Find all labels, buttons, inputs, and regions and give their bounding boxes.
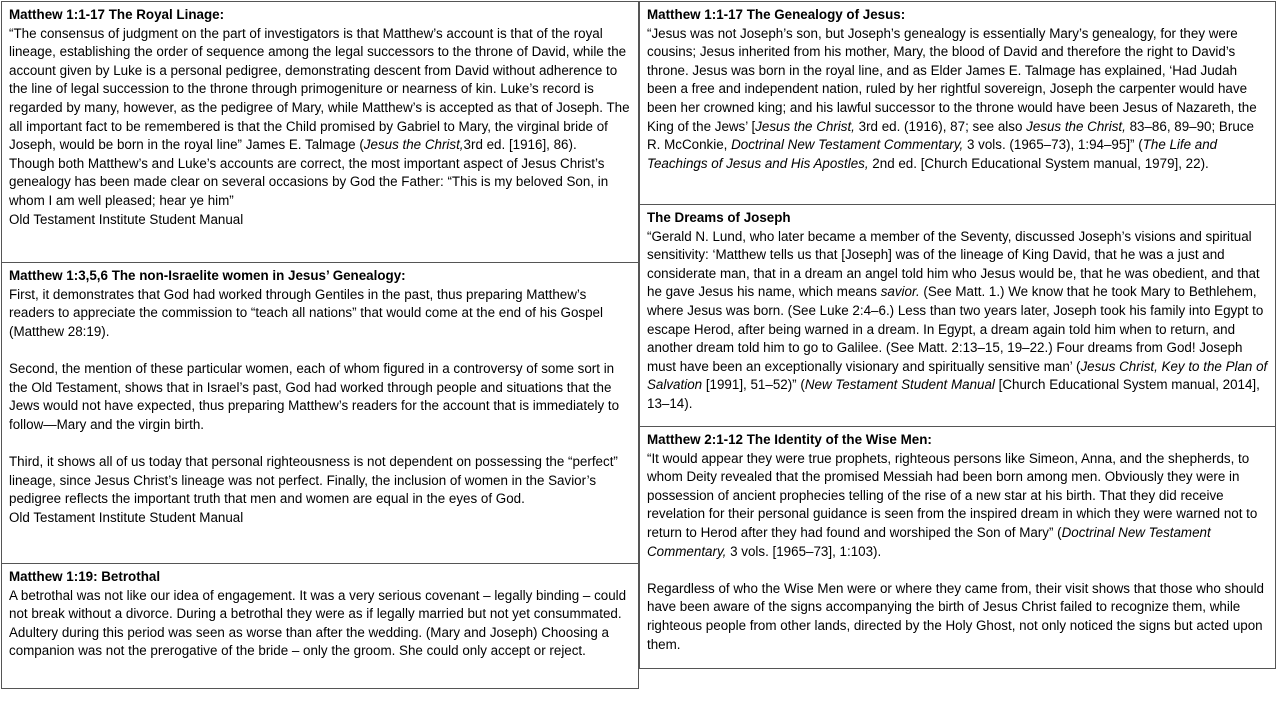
dreams-of-joseph-box — [639, 204, 1276, 427]
dreams-of-joseph-title: The Dreams of Joseph — [647, 210, 791, 225]
paragraph-spacer — [647, 561, 1269, 580]
non-israelite-women-box — [1, 262, 639, 564]
non-israelite-women-paragraph-1: First, it demonstrates that God had worked through Gentiles in the past, thus preparing Matthew’s readers to appreciate the commission to “teach all nations” that would come at the end of his Gospel (Matthew 28:19). — [9, 286, 603, 339]
wise-men-quote: “It would appear they were true prophets, righteous persons like Simeon, Anna, and the shepherds, to whom Deity revealed that the promised Messiah had been born among men. Obviously they were in possession of ancient prophecies telling of the rise of a new star at his birth. That they did receive revelation for their personal guidance is seen from the inspired dream in which they were warned not to return to Herod after they had found and worshiped the Son of Mary” (Doctrinal New Testament Commentary, 3 vols. [1965–73], 1:103). — [647, 450, 1258, 559]
non-israelite-women-source: Old Testament Institute Student Manual — [9, 509, 244, 525]
non-israelite-women-title: Matthew 1:3,5,6 The non-Israelite women in Jesus’ Genealogy: — [9, 268, 406, 283]
royal-linage-quote: “The consensus of judgment on the part of investigators is that Matthew’s account is that of the royal lineage, establishing the order of sequence among the legal successors to the throne of David, while the account given by Luke is a personal pedigree, demonstrating descent from David without adherence to the line of legal succession to the throne through primogeniture or nearness of kin. Luke’s record is regarded by many, however, as the pedigree of Mary, while Matthew’s is accepted as that of Joseph. The all important fact to be remembered is that the Child promised by Gabriel to Mary, the virginal bride of Joseph, would be born in the royal line” James E. Talmage (Jesus the Christ,3rd ed. [1916], 86). — [9, 25, 630, 153]
royal-linage-source: Old Testament Institute Student Manual — [9, 211, 244, 227]
non-israelite-women-paragraph-2: Second, the mention of these particular women, each of whom figured in a controversy of some sort in the Old Testament, shows that in Israel’s past, God had worked through people and situations that the Jews would not have expected, thus preparing Matthew’s readers for the account that is immediately to follow—Mary and the virgin birth. — [9, 360, 620, 432]
betrothal-title: Matthew 1:19: Betrothal — [9, 569, 161, 584]
royal-linage-box — [1, 1, 639, 263]
royal-linage-title: Matthew 1:1-17 The Royal Linage: — [9, 7, 225, 22]
genealogy-title: Matthew 1:1-17 The Genealogy of Jesus: — [647, 7, 906, 22]
non-israelite-women-paragraph-3: Third, it shows all of us today that personal righteousness is not dependent on possessing the “perfect” lineage, since Jesus Christ’s lineage was not perfect. Finally, the inclusion of women in the Savior’s pedigree reflects the important truth that men and women are equal in the eyes of God. — [9, 453, 618, 507]
royal-linage-citation-title: Jesus the Christ, — [363, 137, 464, 153]
royal-linage-paragraph: Though both Matthew’s and Luke’s accounts are correct, the most important aspect of Jesus Christ’s genealogy has been made clear on several occasions by God the Father: “This is my beloved Son, in whom I am well pleased; hear ye him” — [9, 155, 609, 208]
wise-men-title: Matthew 2:1-12 The Identity of the Wise Men: — [647, 432, 932, 447]
dreams-of-joseph-quote: “Gerald N. Lund, who later became a member of the Seventy, discussed Joseph’s visions and spiritual sensitivity: ‘Matthew tells us that [Joseph] was of the lineage of King David, that he was a just and considerate man, that in a dream an angel told him who Jesus would be, that he was obedient, and that he gave Jesus his name, which means savior. (See Matt. 1.) We know that he took Mary to Bethlehem, where Jesus was born. (See Luke 2:4–6.) Less than two years later, Joseph took his family into Egypt to escape Herod, after being warned in a dream. In Egypt, a dream again told him when to return, and another dream told him to go to Galilee. (See Matt. 2:13–15, 19–22.) Four dreams from God! Joseph must have been an exceptionally visionary and spiritually sensitive man’ (Jesus Christ, Key to the Plan of Salvation [1991], 51–52)” (New Testament Student Manual [Church Educational System manual, 2014], 13–14). — [647, 228, 1268, 411]
genealogy-quote: “Jesus was not Joseph’s son, but Joseph’s genealogy is essentially Mary’s genealogy, for they were cousins; Jesus inherited from his mother, Mary, the blood of David and therefore the right to David’s throne. Jesus was born in the royal line, and as Elder James E. Talmage has explained, ‘Had Judah been a free and independent nation, ruled by her rightful sovereign, Joseph the carpenter would have been her crowned king; and his lawful successor to the throne would have been Jesus of Nazareth, the King of the Jews’ [Jesus the Christ, 3rd ed. (1916), 87; see also Jesus the Christ, 83–86, 89–90; Bruce R. McConkie, Doctrinal New Testament Commentary, 3 vols. (1965–73), 1:94–95]” (The Life and Teachings of Jesus and His Apostles, 2nd ed. [Church Educational System manual, 1979], 22). — [647, 25, 1257, 171]
wise-men-box — [639, 426, 1276, 669]
wise-men-paragraph: Regardless of who the Wise Men were or where they came from, their visit shows that those who should have been aware of the signs accompanying the birth of Jesus Christ failed to recognize them, while righteous people from other lands, directed by the Holy Ghost, not only noticed the signs but acted upon them. — [647, 580, 1264, 652]
genealogy-box — [639, 1, 1276, 205]
paragraph-spacer — [9, 341, 632, 360]
betrothal-paragraph: A betrothal was not like our idea of engagement. It was a very serious covenant – legally binding – could not break without a divorce. During a betrothal they were as if legally married but not yet consummated. Adultery during this period was seen as worse than after the wedding. (Mary and Joseph) Choosing a companion was not the prerogative of the bride – only the groom. She could only accept or reject. — [9, 587, 627, 659]
betrothal-box — [1, 563, 639, 689]
paragraph-spacer — [9, 434, 632, 453]
